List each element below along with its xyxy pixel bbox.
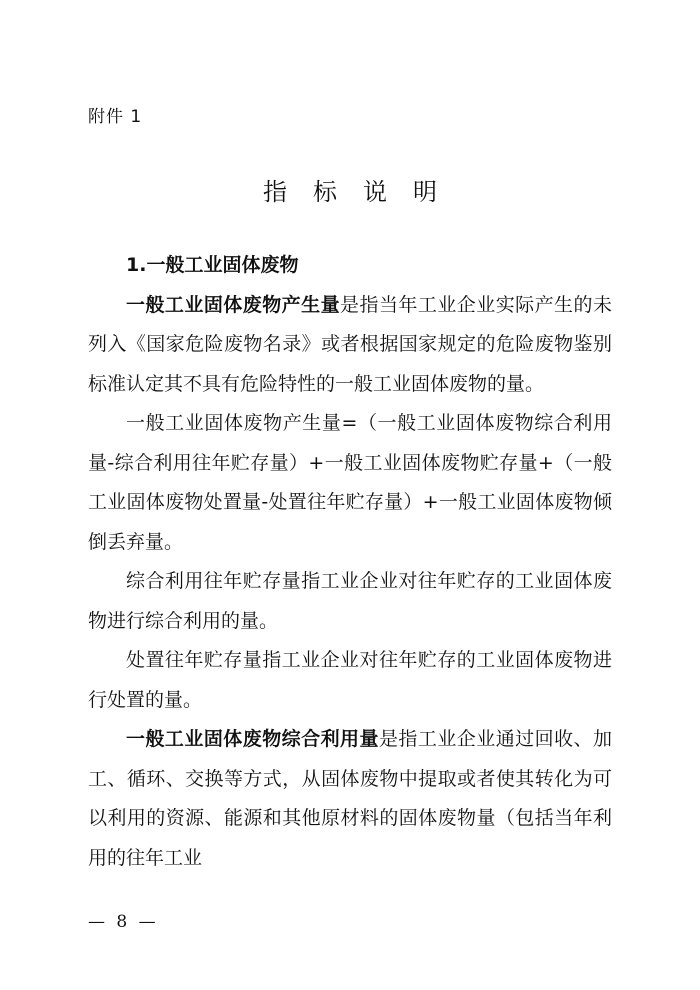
paragraph-production-formula: 一般工业固体废物产生量=（一般工业固体废物综合利用量-综合利用往年贮存量）+一般工业固体废物贮存量+（一般工业固体废物处置量-处置往年贮存量）+一般工业固体废物倾倒丢弃量。 (88, 412, 612, 553)
page-title: 指标说明 (263, 178, 463, 206)
document-body (88, 246, 612, 878)
paragraph-text: 是指工业企业通过回收、加工、循环、交换等方式，从固体废物中提取或者使其转化为可以利用的资源、能源和其他原材料的固体废物量（包括当年利用的往年工业 (88, 728, 612, 869)
paragraph-utilization-definition (88, 720, 612, 878)
term-utilization: 一般工业固体废物综合利用量 (126, 728, 379, 750)
paragraph-production-definition (88, 286, 612, 405)
paragraph-utilization-prior-storage: 综合利用往年贮存量指工业企业对往年贮存的工业固体废物进行综合利用的量。 (88, 570, 612, 632)
term-production: 一般工业固体废物产生量 (126, 293, 341, 316)
page-number: — 8 — (88, 912, 159, 932)
annex-label: 附件 1 (88, 107, 143, 127)
paragraph-text: 是指当年工业企业实际产生的未列入《国家危险废物名录》或者根据国家规定的危险废物鉴别标准认定其不具有危险特性的一般工业固体废物的量。 (88, 293, 612, 395)
section-heading: 1.一般工业固体废物 (126, 254, 299, 276)
paragraph-disposal-prior-storage: 处置往年贮存量指工业企业对往年贮存的工业固体废物进行处置的量。 (88, 649, 612, 711)
